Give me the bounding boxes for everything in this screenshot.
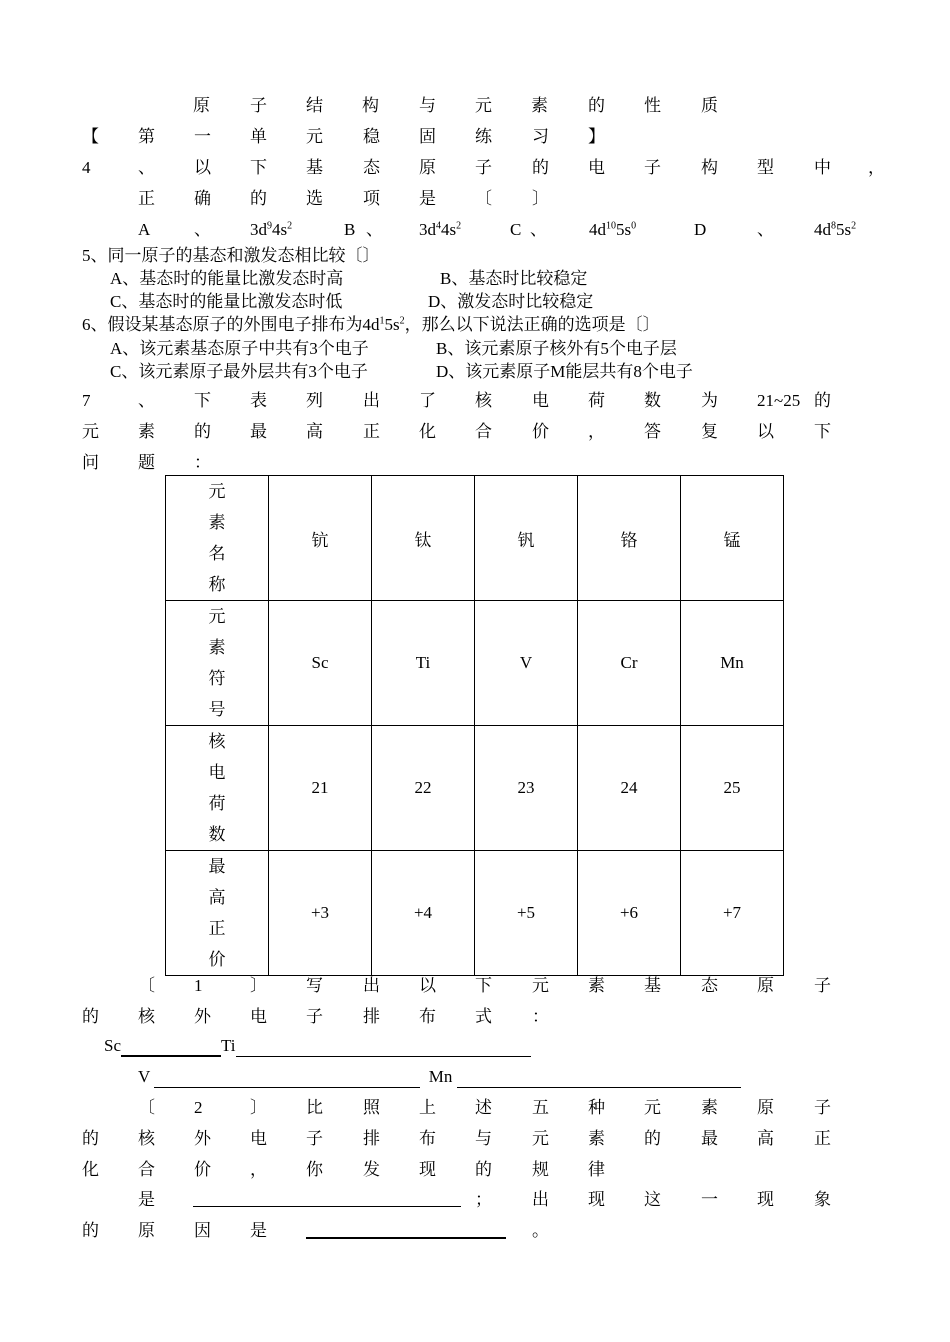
q6-option-c: C、该元素原子最外层共有3个电子 xyxy=(110,362,368,381)
q5-option-d: D、激发态时比较稳定 xyxy=(428,292,594,311)
q7-part2-3: 化 合 价 ， 你 发 现 的 规 律 xyxy=(82,1160,605,1179)
table-cell: 23 xyxy=(475,726,578,851)
q7-stem-2: 元 素 的 最 高 正 化 合 价 ， 答 复 以 下 xyxy=(82,422,831,441)
q7-part2-2: 的 核 外 电 子 排 布 与 元 素 的 最 高 正 xyxy=(82,1129,831,1148)
table-cell: 铬 xyxy=(578,476,681,601)
q6-stem: 6、假设某基态原子的外围电子排布为$4d^15s^2$，那么以下说法正确的选项是〔〕 xyxy=(82,315,660,334)
table-cell: +5 xyxy=(475,851,578,976)
q5-option-c: C、基态时的能量比激发态时低 xyxy=(110,292,343,311)
element-table xyxy=(165,475,784,976)
table-cell: +4 xyxy=(372,851,475,976)
table-cell: 钒 xyxy=(475,476,578,601)
table-cell: +3 xyxy=(269,851,372,976)
table-cell: 钛 xyxy=(372,476,475,601)
mn-label: Mn xyxy=(428,1067,453,1086)
q5-option-b: B、基态时比较稳定 xyxy=(440,269,588,288)
v-mn-answer-line xyxy=(138,1066,741,1088)
q4-stem: 4 、 以 下 基 态 原 子 的 电 子 构 型 中 ， xyxy=(82,158,885,177)
table-row xyxy=(166,476,784,601)
table-cell: V xyxy=(475,601,578,726)
table-cell: 21 xyxy=(269,726,372,851)
row-header-symbol: 元 素 符 号 xyxy=(166,601,269,726)
q6-option-d: D、该元素原子M能层共有8个电子 xyxy=(436,362,693,381)
end-period: 。 xyxy=(532,1221,549,1240)
q4-options: A 、 $3d^94s^2$ B 、 $3d^44s^2$ C 、 $4d^{10}5s^0$ D 、 $4d^85s^2$ xyxy=(138,220,857,239)
rule-blank[interactable] xyxy=(193,1188,461,1207)
table-cell: 锰 xyxy=(681,476,784,601)
q5-stem: 5、同一原子的基态和激发态相比较〔〕 xyxy=(82,246,380,265)
table-cell: Sc xyxy=(269,601,372,726)
v-blank[interactable] xyxy=(154,1069,420,1088)
ti-blank[interactable] xyxy=(236,1038,531,1057)
table-cell: 钪 xyxy=(269,476,372,601)
q6-option-b: B、该元素原子核外有5个电子层 xyxy=(436,339,677,358)
q7-part2-1: 〔 2 〕 比 照 上 述 五 种 元 素 原 子 xyxy=(138,1098,831,1117)
table-cell: 22 xyxy=(372,726,475,851)
table-cell: +7 xyxy=(681,851,784,976)
part2b-label: 是 xyxy=(138,1190,155,1209)
table-row xyxy=(166,601,784,726)
row-header-name: 元 素 名 称 xyxy=(166,476,269,601)
q4-stem-2: 正 确 的 选 项 是 〔 〕 xyxy=(138,189,549,208)
q7-part2-5: 的 原 因 是 。 xyxy=(0,1219,950,1243)
sc-blank[interactable] xyxy=(121,1037,221,1057)
table-row xyxy=(166,726,784,851)
reason-blank[interactable] xyxy=(306,1219,506,1239)
q7-part2-4: 是 ； 出 现 这 一 现 象 xyxy=(0,1188,950,1212)
page-title: 原 子 结 构 与 元 素 的 性 质 xyxy=(193,96,718,115)
q7-part1-1: 〔 1 〕 写 出 以 下 元 素 基 态 原 子 xyxy=(138,976,831,995)
table-cell: Ti xyxy=(372,601,475,726)
q6-option-a: A、该元素基态原子中共有3个电子 xyxy=(110,339,369,358)
q7-stem-1: 7 、 下 表 列 出 了 核 电 荷 数 为 21~25 的 xyxy=(82,391,831,410)
q7-part1-2: 的 核 外 电 子 排 布 式 ： xyxy=(82,1007,549,1026)
table-cell: Cr xyxy=(578,601,681,726)
row-header-charge: 核 电 荷 数 xyxy=(166,726,269,851)
table-cell: 24 xyxy=(578,726,681,851)
row-header-valence: 最 高 正 价 xyxy=(166,851,269,976)
table-cell: 25 xyxy=(681,726,784,851)
sc-answer-line xyxy=(104,1035,531,1057)
q7-stem-3: 问 题 ： xyxy=(82,453,211,472)
q5-option-a: A、基态时的能量比激发态时高 xyxy=(110,269,344,288)
table-cell: +6 xyxy=(578,851,681,976)
table-cell: Mn xyxy=(681,601,784,726)
ti-label: Ti xyxy=(221,1036,236,1055)
page-subtitle: 【 第 一 单 元 稳 固 练 习 】 xyxy=(82,127,605,146)
mn-blank[interactable] xyxy=(457,1069,741,1088)
sc-label: Sc xyxy=(104,1036,121,1055)
v-label: V xyxy=(138,1067,150,1086)
table-row xyxy=(166,851,784,976)
